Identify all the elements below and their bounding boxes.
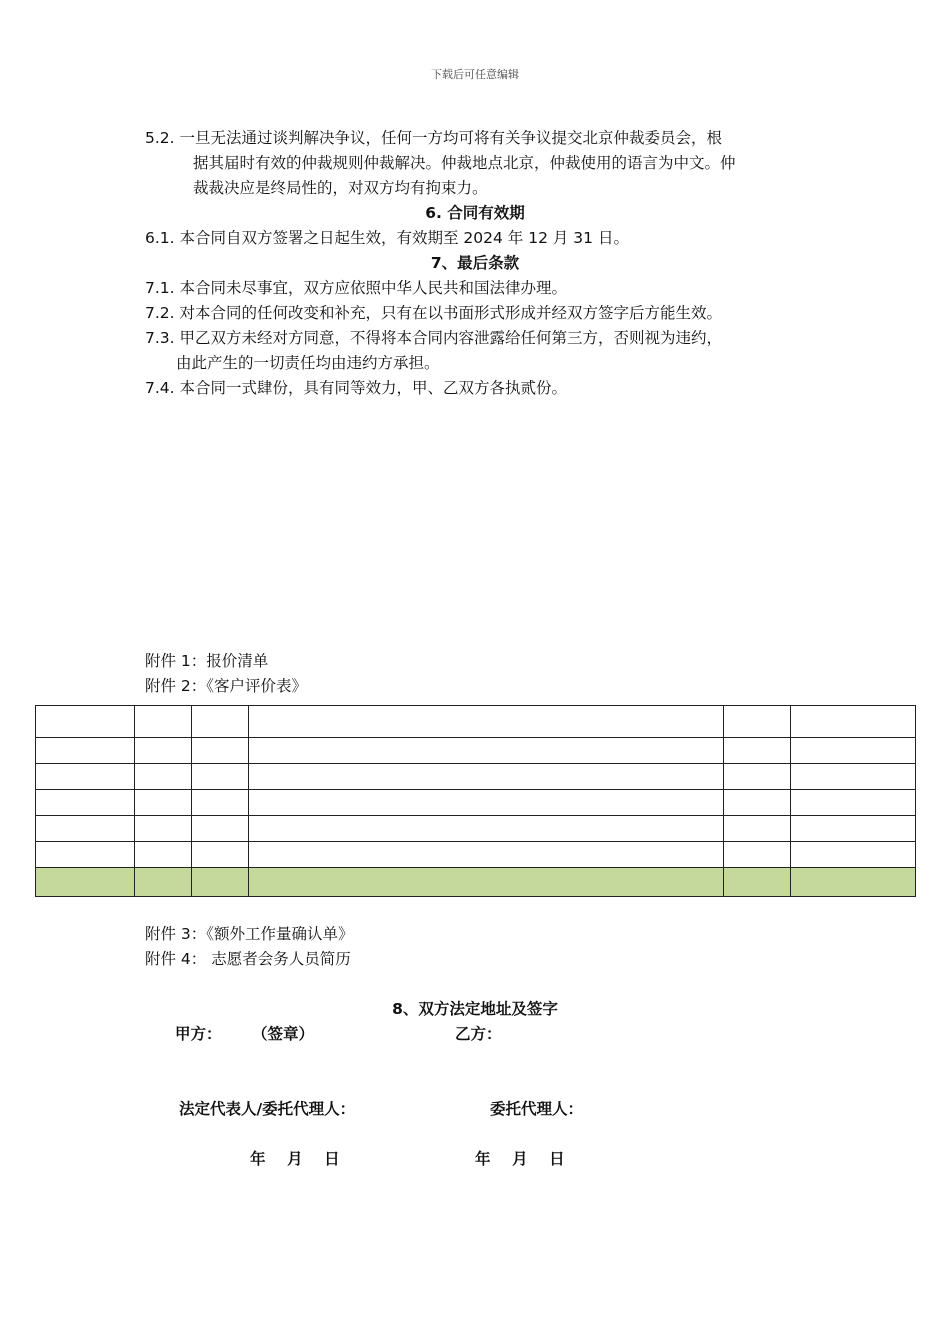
table-cell	[192, 790, 249, 816]
clause-7-3-line1: 7.3. 甲乙双方未经对方同意，不得将本合同内容泄露给任何第三方，否则视为违约，	[145, 329, 723, 347]
table-cell	[724, 764, 791, 790]
table-cell	[192, 816, 249, 842]
table-row	[36, 764, 916, 790]
clause-7-1: 7.1. 本合同未尽事宜，双方应依照中华人民共和国法律办理。	[145, 279, 568, 297]
table-cell	[192, 842, 249, 868]
date-party-a: 年 月 日	[250, 1150, 340, 1168]
table-cell	[135, 764, 192, 790]
table-cell	[249, 706, 724, 738]
table-cell	[249, 868, 724, 897]
table-cell	[192, 738, 249, 764]
table-cell	[192, 764, 249, 790]
clause-5-2-line1: 5.2. 一旦无法通过谈判解决争议，任何一方均可将有关争议提交北京仲裁委员会，根	[145, 129, 723, 147]
attachment-1: 附件 1：报价清单	[145, 652, 269, 670]
table-row-highlighted	[36, 868, 916, 897]
table-cell	[36, 764, 135, 790]
table-cell	[791, 706, 916, 738]
table-cell	[791, 764, 916, 790]
table-cell	[36, 842, 135, 868]
table-cell	[791, 816, 916, 842]
attachment-2: 附件 2：《客户评价表》	[145, 677, 308, 695]
party-a-label: 甲方：	[175, 1025, 222, 1043]
table-cell	[192, 706, 249, 738]
table-cell	[249, 764, 724, 790]
table-cell	[36, 790, 135, 816]
table-cell	[724, 706, 791, 738]
seal-label: （签章）	[252, 1025, 315, 1043]
table-cell	[36, 816, 135, 842]
table-cell	[791, 738, 916, 764]
agent-label: 委托代理人：	[490, 1100, 584, 1118]
clause-6-1: 6.1. 本合同自双方签署之日起生效，有效期至 2024 年 12 月 31 日。	[145, 229, 629, 247]
table-cell	[192, 868, 249, 897]
clause-5-2-line2: 据其届时有效的仲裁规则仲裁解决。仲裁地点北京，仲裁使用的语言为中文。仲	[193, 154, 736, 172]
table-cell	[135, 738, 192, 764]
table-cell	[135, 868, 192, 897]
table-cell	[36, 706, 135, 738]
table-cell	[724, 842, 791, 868]
clause-7-3-line2: 由此产生的一切责任均由违约方承担。	[176, 354, 440, 372]
table-row	[36, 816, 916, 842]
clause-7-2: 7.2. 对本合同的任何改变和补充，只有在以书面形式形成并经双方签字后方能生效。	[145, 304, 723, 322]
table-cell	[135, 842, 192, 868]
table-cell	[791, 790, 916, 816]
table-cell	[791, 842, 916, 868]
table-cell	[724, 868, 791, 897]
table-cell	[249, 842, 724, 868]
date-party-b: 年 月 日	[475, 1150, 565, 1168]
table-row	[36, 842, 916, 868]
table-row	[36, 706, 916, 738]
clause-5-2-line3: 裁裁决应是终局性的，对双方均有拘束力。	[193, 179, 488, 197]
table-cell	[36, 738, 135, 764]
table-cell	[249, 816, 724, 842]
table-cell	[249, 790, 724, 816]
legal-representative-label: 法定代表人/委托代理人：	[179, 1100, 356, 1118]
page-header: 下载后可任意编辑	[431, 68, 519, 81]
section-6-title: 6. 合同有效期	[425, 204, 525, 222]
table-cell	[724, 816, 791, 842]
table-row	[36, 790, 916, 816]
section-8-title: 8、双方法定地址及签字	[392, 1000, 558, 1018]
attachment-3: 附件 3：《额外工作量确认单》	[145, 925, 354, 943]
table-cell	[36, 868, 135, 897]
table-cell	[724, 790, 791, 816]
table-cell	[135, 706, 192, 738]
table-cell	[135, 816, 192, 842]
table-cell	[135, 790, 192, 816]
attachment-table	[35, 705, 916, 897]
section-7-title: 7、最后条款	[430, 254, 520, 272]
table-cell	[791, 868, 916, 897]
table-row	[36, 738, 916, 764]
table-cell	[724, 738, 791, 764]
party-b-label: 乙方：	[455, 1025, 502, 1043]
clause-7-4: 7.4. 本合同一式肆份，具有同等效力，甲、乙双方各执贰份。	[145, 379, 568, 397]
attachment-4: 附件 4： 志愿者会务人员简历	[145, 950, 351, 968]
table-cell	[249, 738, 724, 764]
